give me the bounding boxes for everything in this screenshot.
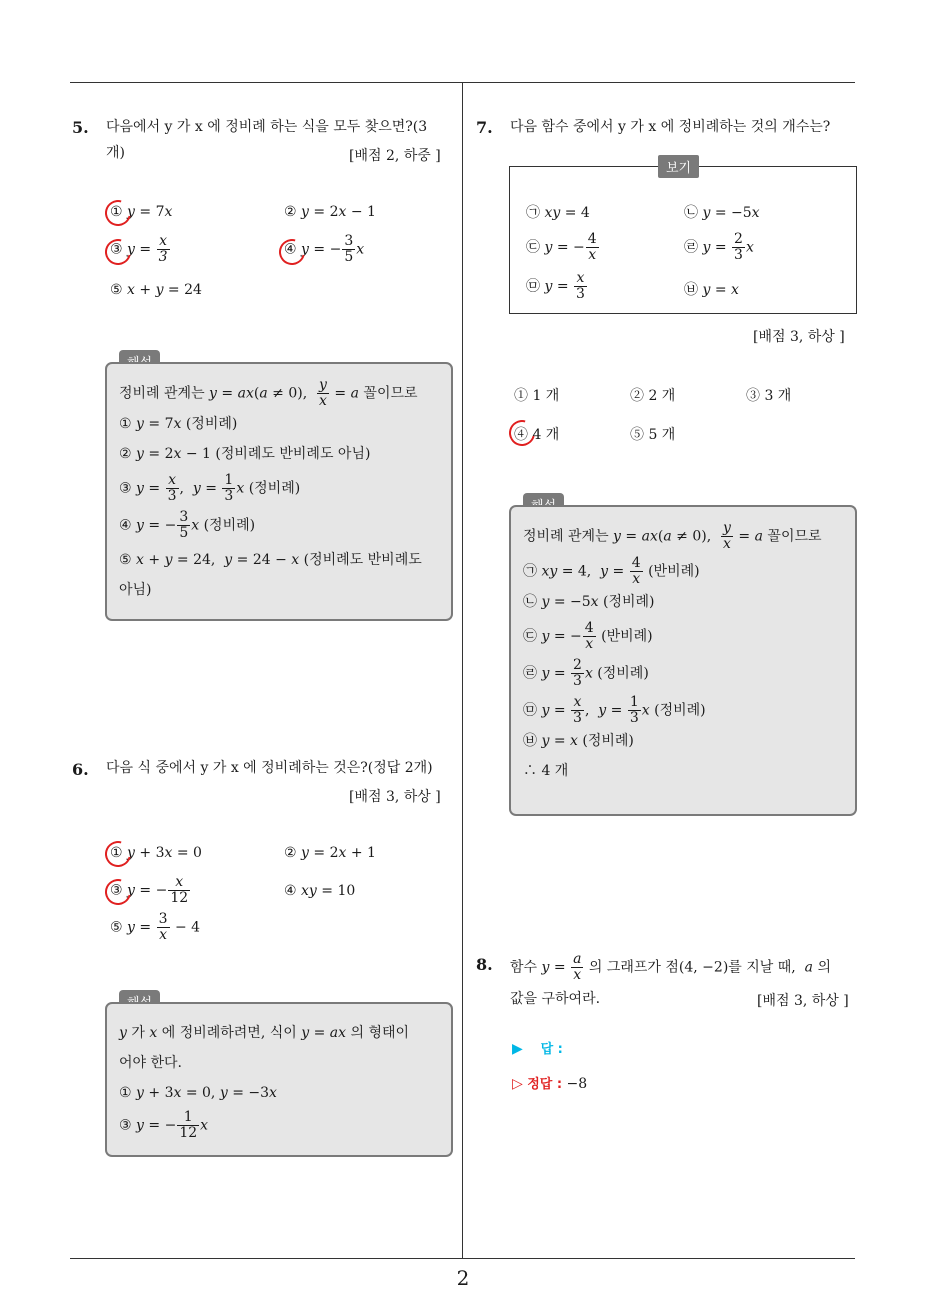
q5-option-2[interactable]: ② y = 2x − 1 (284, 204, 376, 220)
q6-option-2[interactable]: ② y = 2x + 1 (284, 845, 376, 861)
q5-exp-line-3: ③ y = $\frac{x}{3}$ , y = $\frac{1}{3}$ x (정비례) (119, 472, 301, 504)
q8-score: [배점 3, 하상 ] (757, 993, 849, 1009)
q5-exp-line-2: ② y = 2x − 1 (정비례도 반비례도 아님) (119, 446, 371, 462)
q7-option-3[interactable]: ③ 3 개 (746, 388, 792, 404)
q6-score: [배점 3, 하상 ] (349, 789, 441, 805)
q6-exp-line-0: y 가 x 에 정비례하려면, 식이 y = ax 의 형태이 (119, 1025, 410, 1041)
q6-exp-line-3: ③ y = − $\frac{1}{12}$ x (119, 1109, 209, 1141)
q5-option-3[interactable]: ③ y = $\frac{x}{3}$ (110, 233, 168, 265)
bottom-rule (70, 1258, 855, 1259)
q8-answer-label: 답 : (540, 1042, 563, 1057)
q5-exp-line-4: ④ y = − $\frac{3}{5}$ x (정비례) (119, 509, 256, 541)
q7-exp-line-5: ㉤ y = $\frac{x}{3}$ , y = $\frac{1}{3}$ x (정비례) (523, 694, 706, 726)
q5-exp-line-6: 아님) (119, 582, 152, 598)
q6-number: 6. (72, 760, 89, 779)
q6-explanation-box (105, 1002, 453, 1157)
q5-number: 5. (72, 118, 89, 137)
page-number: 2 (456, 1266, 470, 1290)
q5-text-line2: 개) (106, 145, 125, 161)
q5-exp-line-5: ⑤ x + y = 24, y = 24 − x (정비례도 반비례도 (119, 552, 422, 568)
q5-option-4[interactable]: ④ y = − $\frac{3}{5}$ x (284, 233, 365, 265)
q5-text-line1: 다음에서 y 가 x 에 정비례 하는 식을 모두 찾으면?(3 (106, 119, 428, 135)
q6-exp-line-1: 어야 한다. (119, 1055, 182, 1071)
column-divider (462, 83, 463, 1258)
q7-exp-line-3: ㉢ y = − $\frac{4}{x}$ (반비례) (523, 620, 653, 652)
q7-exp-line-7: ∴ 4 개 (523, 763, 569, 779)
q7-number: 7. (476, 118, 493, 137)
q7-bogi-5: ㉤ y = $\frac{x}{3}$ (526, 270, 585, 302)
q6-option-1-mark-icon (100, 836, 136, 872)
q7-bogi-tag: 보기 (658, 155, 699, 178)
q6-option-3[interactable]: ③ y = − $\frac{x}{12}$ (110, 874, 189, 906)
q7-option-1[interactable]: ① 1 개 (514, 388, 560, 404)
q7-exp-line-0: 정비례 관계는 y = ax(a ≠ 0), $\frac{y}{x}$ = a 꼴이므로 (523, 520, 822, 552)
q7-bogi-6: ㉥ y = x (684, 282, 739, 298)
q7-option-5[interactable]: ⑤ 5 개 (630, 427, 676, 443)
q8-correct-arrow-icon: ▷ (512, 1076, 523, 1092)
q7-option-4[interactable]: ④ 4 개 (514, 427, 560, 443)
q8-correct-row (512, 1073, 587, 1092)
q5-option-1-mark-icon (100, 195, 136, 231)
q5-option-1[interactable]: ① y = 7x (110, 204, 173, 220)
q8-text-line2: 값을 구하여라. (510, 991, 601, 1007)
q6-option-1[interactable]: ① y + 3x = 0 (110, 845, 202, 861)
q5-exp-line-1: ① y = 7x (정비례) (119, 416, 238, 432)
q7-option-2[interactable]: ② 2 개 (630, 388, 676, 404)
q8-correct-label: 정답 : (527, 1077, 563, 1092)
q7-explanation-box (509, 505, 857, 816)
q8-text-line1: 함수 y = $\frac{a}{x}$ 의 그래프가 점(4, −2)를 지날 때, a 의 (510, 951, 831, 983)
q7-bogi-1: ㉠ xy = 4 (526, 205, 590, 221)
q7-exp-line-2: ㉡ y = −5x (정비례) (523, 594, 655, 610)
q7-bogi-4: ㉣ y = $\frac{2}{3}$ x (684, 231, 754, 263)
q7-text: 다음 함수 중에서 y 가 x 에 정비례하는 것의 개수는? (510, 119, 831, 135)
q8-answer-arrow-icon: ▶ (512, 1041, 523, 1057)
q6-option-4[interactable]: ④ xy = 10 (284, 883, 356, 899)
q5-explanation-box (105, 362, 453, 621)
q8-number: 8. (476, 955, 493, 974)
q6-text: 다음 식 중에서 y 가 x 에 정비례하는 것은?(정답 2개) (106, 760, 433, 776)
q8-correct-value: −8 (566, 1076, 588, 1092)
q6-option-5[interactable]: ⑤ y = $\frac{3}{x}$ − 4 (110, 911, 201, 943)
q8-answer-row[interactable] (512, 1038, 563, 1057)
q7-option-4-mark-icon (504, 415, 540, 451)
q5-exp-line-0: 정비례 관계는 y = ax(a ≠ 0), $\frac{y}{x}$ = a 꼴이므로 (119, 377, 418, 409)
q5-score: [배점 2, 하중 ] (349, 148, 441, 164)
q7-exp-line-1: ㉠ xy = 4, y = $\frac{4}{x}$ (반비례) (523, 555, 700, 587)
q7-score: [배점 3, 하상 ] (753, 329, 845, 345)
q5-option-5[interactable]: ⑤ x + y = 24 (110, 282, 202, 298)
q7-bogi-2: ㉡ y = −5x (684, 205, 760, 221)
q7-exp-line-6: ㉥ y = x (정비례) (523, 733, 634, 749)
q7-exp-line-4: ㉣ y = $\frac{2}{3}$ x (정비례) (523, 657, 649, 689)
q6-exp-line-2: ① y + 3x = 0, y = −3x (119, 1085, 277, 1101)
q7-bogi-3: ㉢ y = − $\frac{4}{x}$ (526, 231, 597, 263)
